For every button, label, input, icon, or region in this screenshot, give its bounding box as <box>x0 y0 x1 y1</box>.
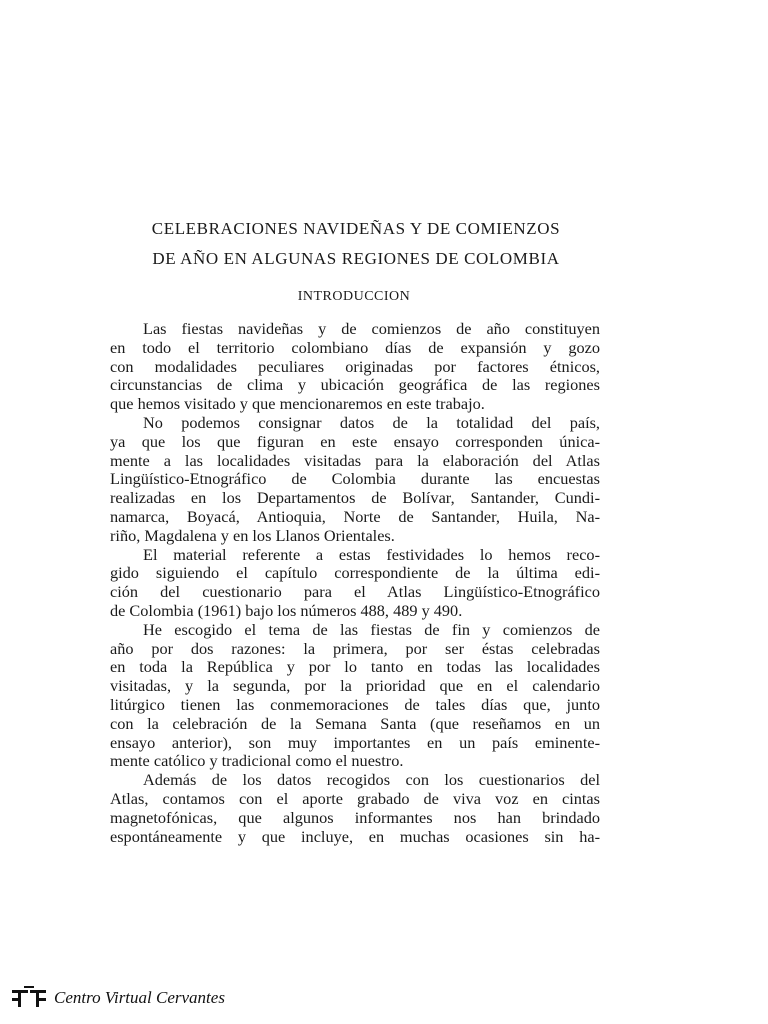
footer-text: Centro Virtual Cervantes <box>54 988 225 1007</box>
body-line: en toda la República y por lo tanto en todas las localidades <box>110 657 600 677</box>
body-line: ensayo anterior), son muy importantes en un país eminente- <box>110 732 600 752</box>
body-line: Lingüístico-Etnográfico de Colombia durante las encuestas <box>110 469 600 489</box>
body-line: Las fiestas navideñas y de comienzos de año constituyen <box>143 319 600 338</box>
body-line: visitadas, y la segunda, por la prioridad que en el calendario <box>110 676 600 696</box>
body-line: que hemos visitado y que mencionaremos en este trabajo. <box>110 394 485 414</box>
cervantes-logo-icon <box>12 986 46 1010</box>
body-line: en todo el territorio colombiano días de expansión y gozo <box>110 337 600 357</box>
body-line: ción del cuestionario para el Atlas Lingüístico-Etnográfico <box>110 582 600 602</box>
article-title <box>100 214 612 274</box>
body-text <box>110 320 600 846</box>
body-line: espontáneamente y que incluye, en muchas ocasiones sin ha- <box>110 826 600 846</box>
body-line: ya que los que figuran en este ensayo corresponden única- <box>110 431 600 451</box>
body-line: Atlas, contamos con el aporte grabado de viva voz en cintas <box>110 788 600 808</box>
title-line-2: DE AÑO EN ALGUNAS REGIONES DE COLOMBIA <box>152 249 560 268</box>
body-line: riño, Magdalena y en los Llanos Orientales. <box>110 525 395 545</box>
body-line: Además de los datos recogidos con los cuestionarios del <box>143 770 600 790</box>
title-line-1: CELEBRACIONES NAVIDEÑAS Y DE COMIENZOS <box>151 219 561 238</box>
body-line: circunstancias de clima y ubicación geográfica de las regiones <box>110 375 600 395</box>
body-line: con modalidades peculiares originadas por factores étnicos, <box>110 356 600 376</box>
body-line: de Colombia (1961) bajo los números 488, 489 y 490. <box>110 600 463 620</box>
body-line: con la celebración de la Semana Santa (que reseñamos en un <box>110 713 600 733</box>
section-heading: INTRODUCCION <box>297 289 411 304</box>
body-line: He escogido el tema de las fiestas de fin y comienzos de <box>143 619 600 639</box>
body-line: namarca, Boyacá, Antioquia, Norte de Santander, Huila, Na- <box>110 506 600 526</box>
body-line: año por dos razones: la primera, por ser éstas celebradas <box>110 638 600 658</box>
body-line: magnetofónicas, que algunos informantes nos han brindado <box>110 807 600 827</box>
body-line: gido siguiendo el capítulo correspondiente de la última edi- <box>110 563 600 583</box>
body-line: El material referente a estas festividades lo hemos reco- <box>143 544 600 564</box>
body-line: mente a las localidades visitadas para la elaboración del Atlas <box>110 450 600 470</box>
body-line: litúrgico tienen las conmemoraciones de tales días que, junto <box>110 694 600 714</box>
body-line: No podemos consignar datos de la totalidad del país, <box>143 412 600 432</box>
body-line: mente católico y tradicional como el nuestro. <box>110 751 404 771</box>
body-line: realizadas en los Departamentos de Bolívar, Santander, Cundi- <box>110 488 600 508</box>
footer-branding <box>12 986 225 1010</box>
